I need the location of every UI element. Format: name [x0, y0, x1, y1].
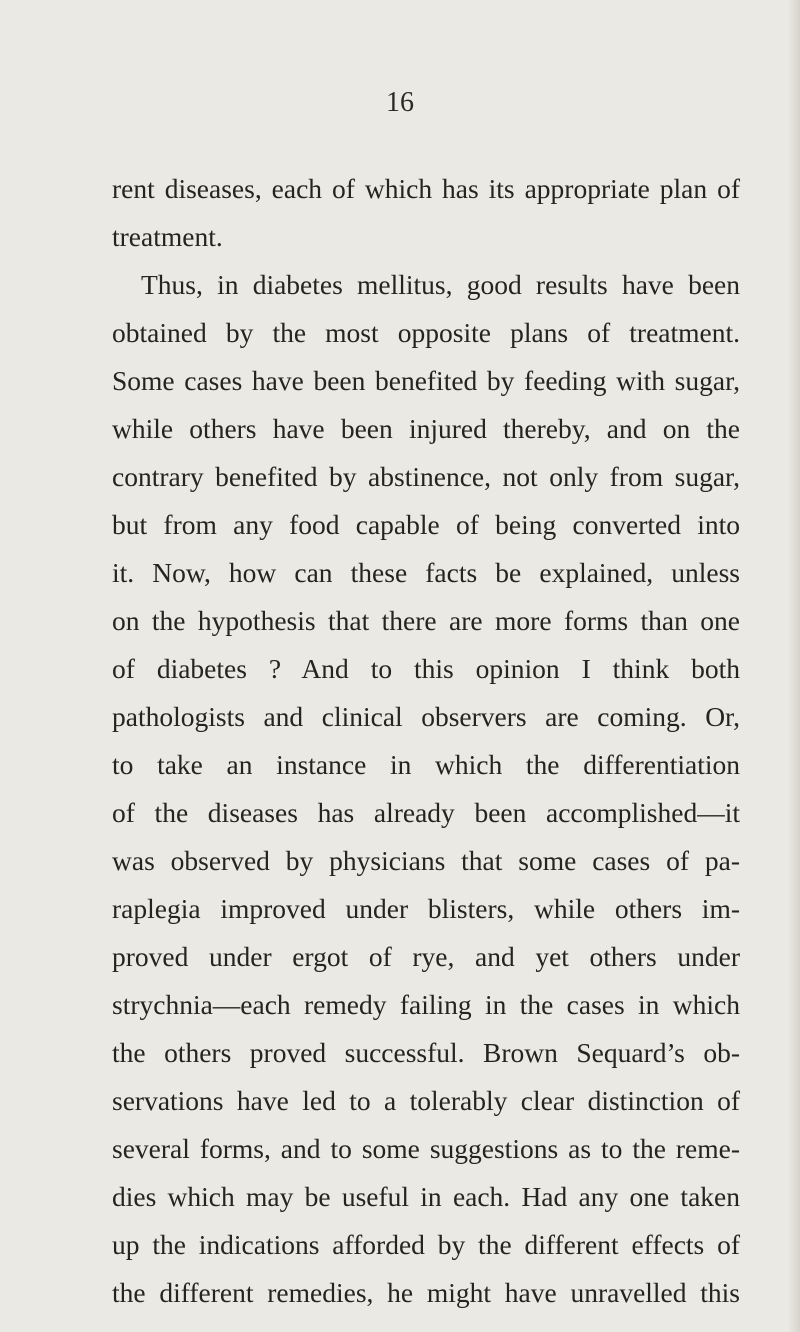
- text-line: of the diseases has already been accomplished—it: [112, 797, 740, 828]
- text-line: dies which may be useful in each. Had any one taken: [112, 1181, 740, 1212]
- text-line: was observed by physicians that some cases of pa-: [112, 845, 740, 876]
- text-line: strychnia—each remedy failing in the cases in which: [112, 989, 740, 1020]
- text-line: on the hypothesis that there are more forms than one: [112, 605, 740, 636]
- text-line: it. Now, how can these facts be explained, unless: [112, 557, 740, 588]
- text-line: several forms, and to some suggestions as to the reme-: [112, 1133, 740, 1164]
- text-line: Some cases have been benefited by feeding with sugar,: [112, 365, 740, 396]
- text-line: treatment.: [112, 221, 223, 252]
- text-line: the others proved successful. Brown Sequard’s ob-: [112, 1037, 740, 1068]
- text-line: up the indications afforded by the different effects of: [112, 1229, 740, 1260]
- text-line: pathologists and clinical observers are coming. Or,: [112, 701, 740, 732]
- text-line: contrary benefited by abstinence, not only from sugar,: [112, 461, 740, 492]
- text-line: servations have led to a tolerably clear distinction of: [112, 1085, 740, 1116]
- text-line: rent diseases, each of which has its appropriate plan of: [112, 173, 740, 204]
- text-line: to take an instance in which the differentiation: [112, 749, 740, 780]
- text-line: proved under ergot of rye, and yet others under: [112, 941, 740, 972]
- text-line: but from any food capable of being converted into: [112, 509, 740, 540]
- text-line: of diabetes ? And to this opinion I think both: [112, 653, 740, 684]
- text-line: obtained by the most opposite plans of treatment.: [112, 317, 740, 348]
- page-number: 16: [386, 87, 414, 118]
- text-line: raplegia improved under blisters, while others im-: [112, 893, 740, 924]
- text-line: Thus, in diabetes mellitus, good results have been: [141, 269, 740, 300]
- text-line: the different remedies, he might have unravelled this: [112, 1277, 740, 1308]
- text-line: while others have been injured thereby, and on the: [112, 413, 740, 444]
- page-edge-shadow: [788, 0, 800, 1332]
